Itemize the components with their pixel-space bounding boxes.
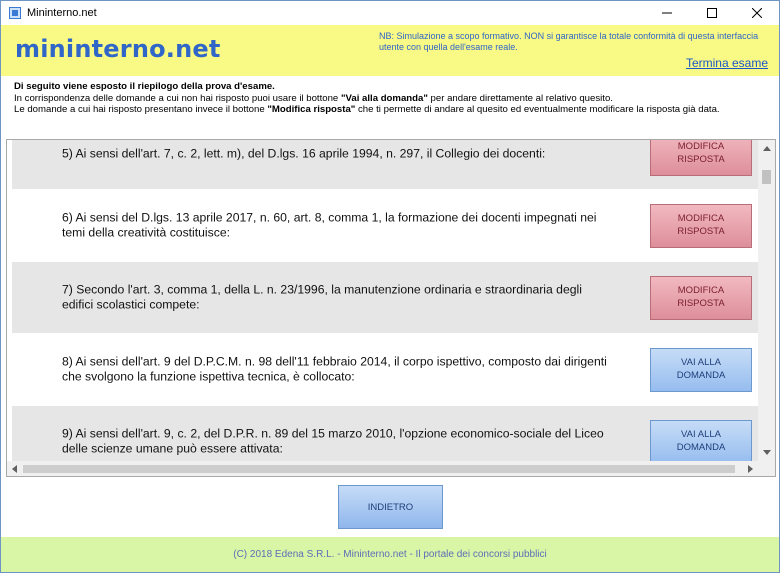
question-row-8 (12, 334, 759, 405)
intro-text (14, 81, 774, 116)
button-label-line-1: MODIFICA (677, 285, 725, 296)
vertical-scrollbar[interactable] (758, 140, 775, 461)
chevron-right-icon (748, 465, 753, 473)
question-row-7 (12, 262, 759, 333)
window-controls (644, 1, 779, 25)
horizontal-scroll-thumb[interactable] (23, 465, 735, 473)
button-label-line-2: RISPOSTA (677, 225, 725, 237)
button-label-line-1: VAI ALLA (681, 429, 721, 440)
question-text: 5) Ai sensi dell'art. 7, c. 2, lett. m), del D.lgs. 16 aprile 1994, n. 297, il Collegio dei docenti: (62, 145, 546, 160)
window-title: Mininterno.net (27, 7, 97, 19)
scroll-down-arrow[interactable] (758, 444, 775, 461)
go-to-question-button[interactable] (650, 420, 752, 464)
scroll-left-arrow[interactable] (7, 461, 22, 476)
disclaimer-note: NB: Simulazione a scopo formativo. NON si garantisce la totale conformità di questa interfaccia utente con quella dell'esame reale. (379, 31, 759, 52)
intro-line-2 (14, 104, 774, 116)
question-row-6 (12, 190, 759, 261)
intro-line-1-c: per andare direttamente al relativo quesito. (427, 92, 613, 104)
chevron-up-icon (763, 146, 771, 151)
footer-copyright: (C) 2018 Edena S.R.L. - Mininterno.net - Il portale dei concorsi pubblici (233, 549, 547, 560)
vertical-scroll-thumb[interactable] (762, 170, 771, 184)
button-label-line-2: RISPOSTA (677, 153, 725, 165)
question-text: 6) Ai sensi del D.lgs. 13 aprile 2017, n. 60, art. 8, comma 1, la formazione dei docenti impegnati nei temi della creatività costituisce: (62, 210, 597, 240)
intro-line-2-c: che ti permette di andare al quesito ed eventualmente modificare la risposta già data. (355, 104, 720, 116)
go-to-question-button[interactable] (650, 348, 752, 392)
maximize-button[interactable] (689, 1, 734, 25)
minimize-button[interactable] (644, 1, 689, 25)
question-row-5 (12, 139, 759, 189)
intro-line-1-b: "Vai alla domanda" (340, 92, 428, 104)
intro-heading: Di seguito viene esposto il riepilogo della prova d'esame. (14, 81, 275, 92)
button-label-line-2: DOMANDA (676, 441, 726, 453)
site-footer (1, 537, 779, 572)
site-header (1, 25, 779, 76)
brand-logo[interactable]: mininterno.net (15, 35, 221, 63)
back-button[interactable]: INDIETRO (338, 485, 443, 529)
button-label-line-2: DOMANDA (676, 369, 726, 381)
question-text: 7) Secondo l'art. 3, comma 1, della L. n. 23/1996, la manutenzione ordinaria e straordinaria degli edifici scolastici compete: (62, 282, 582, 312)
chevron-left-icon (12, 465, 17, 473)
modify-answer-button[interactable] (650, 276, 752, 320)
intro-line-1 (14, 93, 774, 105)
close-button[interactable] (734, 1, 779, 25)
scroll-right-arrow[interactable] (743, 461, 758, 476)
horizontal-scrollbar[interactable] (7, 461, 758, 476)
title-bar (1, 1, 779, 25)
scroll-up-arrow[interactable] (758, 140, 775, 157)
close-icon (752, 8, 762, 18)
button-label-line-1: MODIFICA (677, 213, 725, 224)
modify-answer-button[interactable] (650, 139, 752, 176)
modify-answer-button[interactable] (650, 204, 752, 248)
app-icon (9, 7, 21, 19)
button-label-line-2: RISPOSTA (677, 297, 725, 309)
button-label-line-1: VAI ALLA (681, 357, 721, 368)
intro-line-2-a: Le domande a cui hai risposto presentano invece il bottone (14, 104, 268, 116)
minimize-icon (662, 8, 672, 18)
button-label-line-1: MODIFICA (677, 141, 725, 152)
maximize-icon (707, 8, 717, 18)
question-list (12, 139, 759, 477)
terminate-exam-link[interactable]: Termina esame (685, 56, 768, 70)
question-text: 8) Ai sensi dell'art. 9 del D.P.C.M. n. 98 dell'11 febbraio 2014, il corpo ispettivo, composto dai dirigenti che svolgono la funzione ispettiva tecnica, è collocato: (62, 354, 607, 384)
chevron-down-icon (763, 450, 771, 455)
intro-line-2-b: "Modifica risposta" (267, 104, 356, 116)
question-summary-panel[interactable] (6, 139, 776, 477)
intro-line-1-a: In corrispondenza delle domande a cui non hai risposto puoi usare il bottone (14, 92, 341, 104)
question-text: 9) Ai sensi dell'art. 9, c. 2, del D.P.R. n. 89 del 15 marzo 2010, l'opzione economico-sociale del Liceo delle scienze umane può essere attivata: (62, 426, 604, 456)
scrollbar-corner (758, 461, 775, 476)
